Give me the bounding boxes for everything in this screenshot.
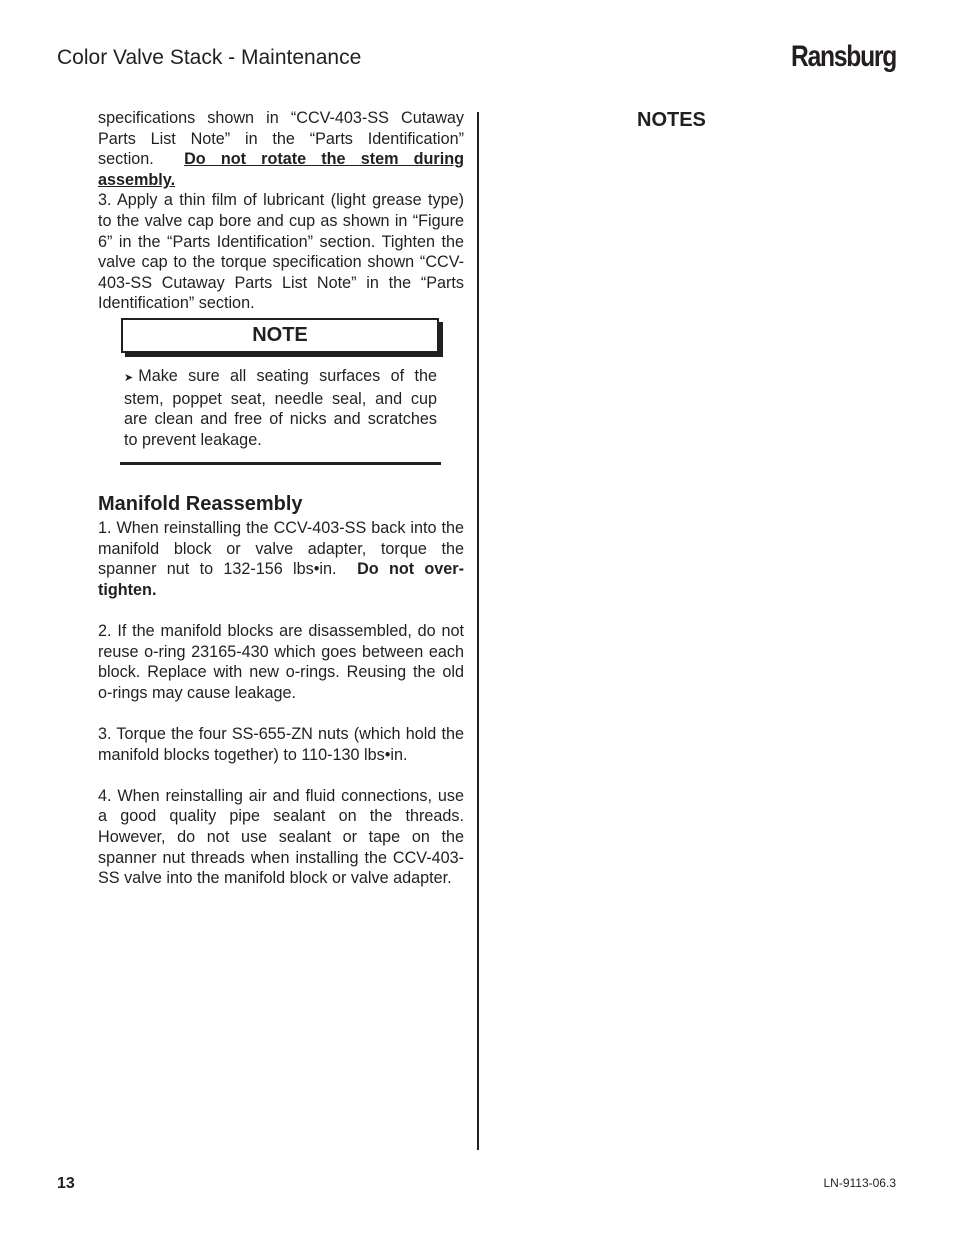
column-divider	[477, 112, 479, 1150]
paragraph-text: specifications shown in “CCV-403-SS Cutaway Parts List Note” in the “Parts Identification” section.	[98, 109, 464, 169]
note-heading-box: NOTE	[121, 318, 439, 353]
notes-heading: NOTES	[637, 109, 706, 131]
arrow-bullet-icon: ➤	[124, 372, 134, 384]
step-1-text: 1. When reinstalling the CCV-403-SS back into the manifold block or valve adapter, torque the spanner nut to 132-156 lbs•in.	[98, 519, 464, 579]
note-body	[124, 366, 437, 450]
step-1	[98, 518, 464, 600]
step-3-paragraph: 3. Apply a thin film of lubricant (light grease type) to the valve cap bore and cup as shown in “Figure 6” in the “Parts Identification” section. Tighten the valve cap to the torque specification shown “CCV-403-SS Cutaway Parts List Note” in the “Parts Identification” section.	[98, 191, 464, 313]
note-divider	[120, 462, 441, 465]
step-2: 2. If the manifold blocks are disassembled, do not reuse o-ring 23165-430 which goes between each block. Replace with new o-rings. Reusing the old o-rings may cause leakage.	[98, 621, 464, 702]
step-1-emphasis: Do not over-tighten.	[98, 560, 464, 599]
brand-logo: Ransburg	[791, 40, 896, 73]
step-3: 3. Torque the four SS-655-ZN nuts (which hold the manifold blocks together) to 110-130 lbs•in.	[98, 724, 464, 764]
emphasis-warning: Do not rotate the stem during assembly.	[98, 150, 465, 189]
page-number: 13	[57, 1175, 75, 1192]
step-4: 4. When reinstalling air and fluid connections, use a good quality pipe sealant on the threads. However, do not use sealant or tape on the spanner nut threads when installing the CCV-403-SS valve into the manifold block or valve adapter.	[98, 786, 464, 888]
page-header-title: Color Valve Stack - Maintenance	[57, 46, 362, 69]
note-text: Make sure all seating surfaces of the stem, poppet seat, needle seal, and cup are clean and free of nicks and scratches to prevent leakage.	[124, 367, 437, 449]
left-column-text	[98, 108, 464, 314]
paragraph-continuation	[98, 108, 464, 190]
document-number: LN-9113-06.3	[823, 1176, 896, 1190]
section-heading: Manifold Reassembly	[98, 493, 303, 515]
manifold-reassembly-section	[98, 492, 464, 889]
